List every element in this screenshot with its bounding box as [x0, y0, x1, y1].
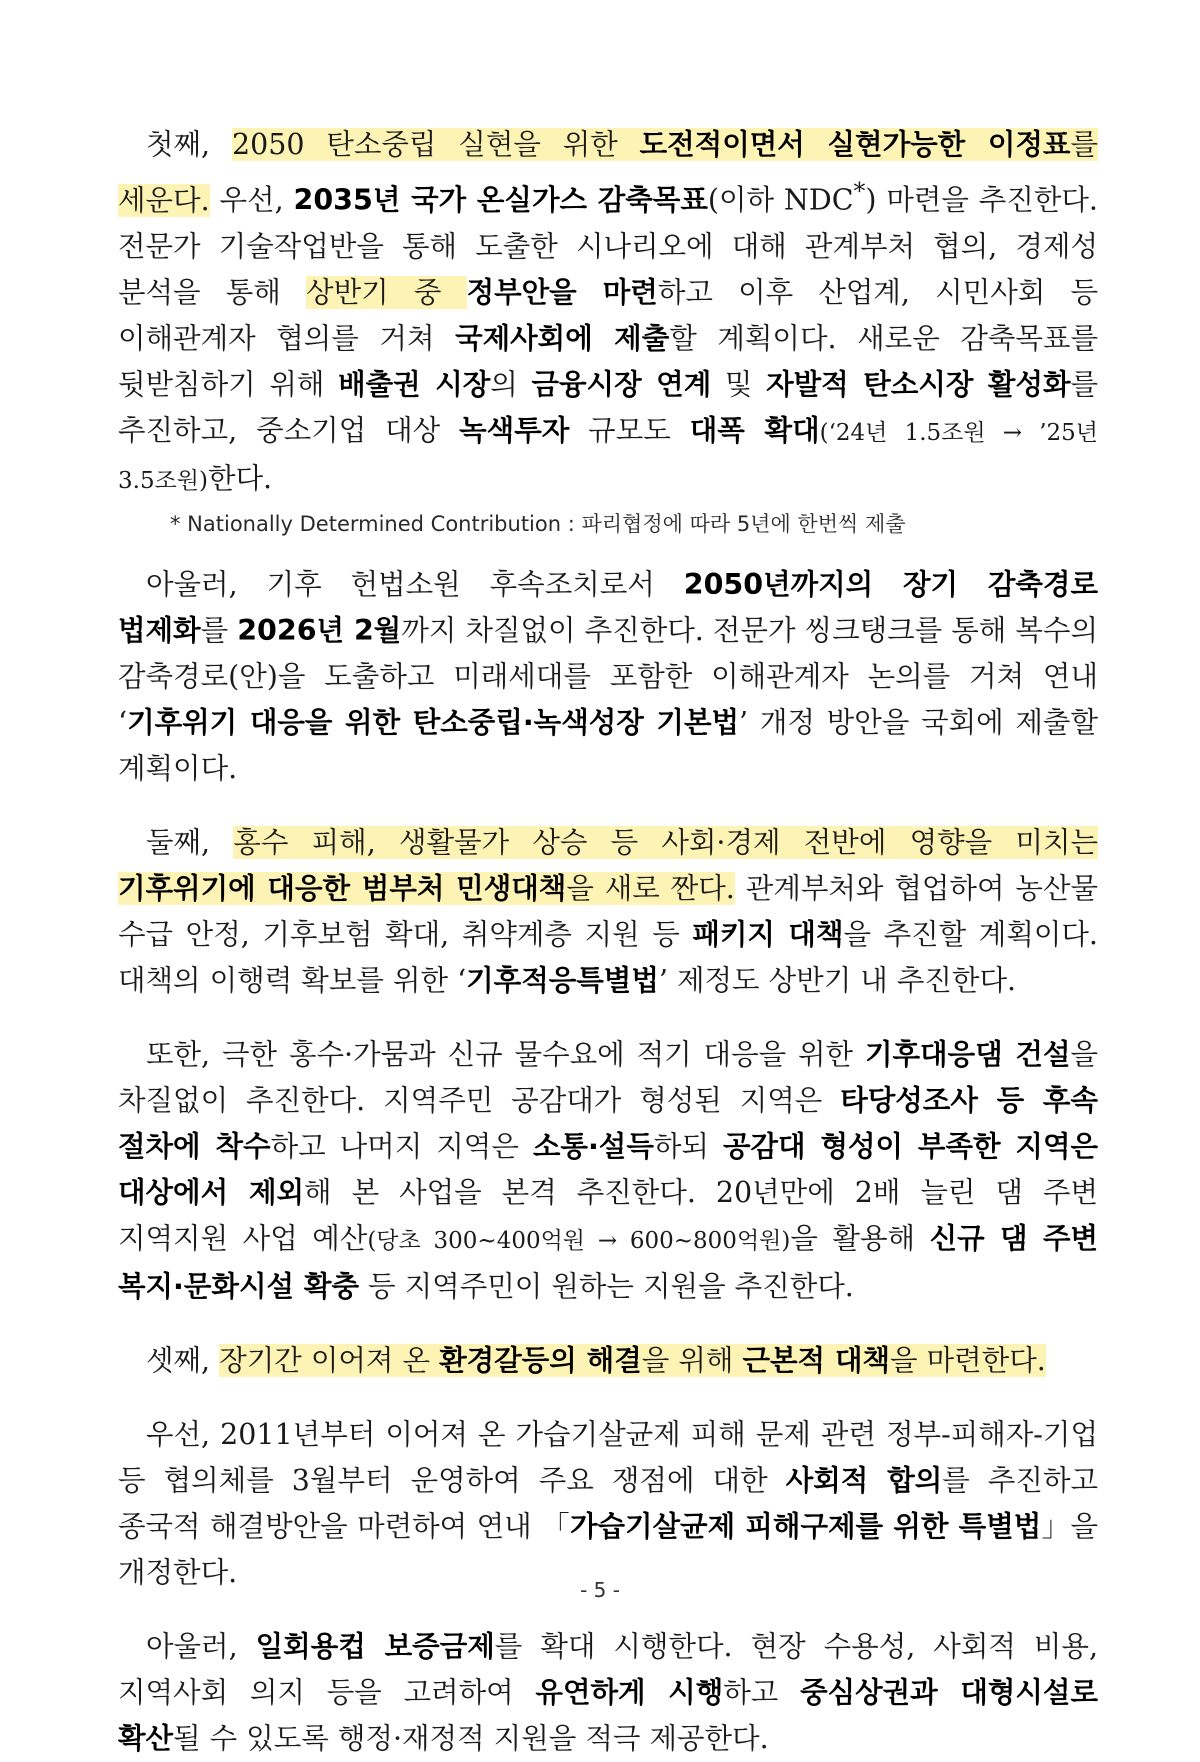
text-span: 하되 — [653, 1129, 723, 1163]
bold-text: 타당성조사 등 후속 절차에 착수 — [118, 1083, 1098, 1163]
bold-text: 대폭 확대 — [689, 413, 820, 447]
bold-text: 자발적 탄소시장 활성화 — [766, 367, 1071, 401]
bold-text: 기후적응특별법 — [466, 963, 659, 997]
text-span: 등 지역주민이 원하는 지원을 추진한다. — [359, 1269, 854, 1303]
text-span: 을 차질없이 추진한다. 지역주민 공감대가 형성된 지역은 — [118, 1037, 1099, 1117]
text-span: ’ 제정도 상반기 내 추진한다. — [658, 963, 1017, 997]
text-span: ’ 개정 방안을 국회에 제출할 계획이다. — [118, 705, 1098, 785]
text-span: 될 수 있도록 행정·재정적 지원을 적극 제공한다. — [173, 1721, 769, 1755]
text-span: 할 계획이다. 새로운 감축목표를 뒷받침하기 위해 — [118, 321, 1098, 401]
text-span: 를 추진하고, 중소기업 대상 — [118, 367, 1099, 447]
paragraph-first-ndc — [118, 122, 1098, 504]
text-span: 장기간 이어져 온 — [219, 1343, 440, 1377]
text-span: 2050 탄소중립 실현을 위한 — [231, 128, 640, 161]
bold-text: 국제사회에 제출 — [455, 321, 670, 355]
text-span: 를 확대 시행한다. 현장 수용성, 사회적 비용, 지역사회 의지 등을 고려하여 — [118, 1629, 1099, 1709]
bold-text: 근본적 대책 — [742, 1343, 891, 1377]
paragraph-third-conflict — [118, 1338, 1098, 1384]
bold-text: 패키지 대책 — [692, 917, 844, 951]
bold-text: 녹색투자 — [459, 413, 570, 447]
bold-text: 도전적이면서 실현가능한 이정표 — [639, 128, 1071, 161]
bold-text: 공감대 형성이 부족한 지역은 대상에서 제외 — [118, 1129, 1099, 1209]
text-span: 을 추진할 계획이다. 대책의 이행력 확보를 위한 ‘ — [118, 917, 1098, 997]
text-span: 를 추진하고 종국적 해결방안을 마련하여 연내 「 — [118, 1463, 1099, 1543]
bold-text: 일회용컵 보증금제 — [255, 1629, 495, 1663]
bold-text: 금융시장 연계 — [531, 367, 712, 401]
paragraph-climate-dam — [118, 1032, 1098, 1310]
text-span: 우선, — [209, 183, 294, 217]
text-span: (이하 NDC — [707, 183, 854, 217]
text-span: 아울러, — [146, 1629, 256, 1663]
footnote: * Nationally Determined Contribution : 파리협정에 따라 5년에 한번씩 제출 — [170, 511, 906, 536]
bold-text: 환경갈등의 해결 — [439, 1343, 642, 1377]
paragraph-second-livelihood — [118, 820, 1098, 1004]
document-body — [118, 122, 1098, 1762]
paragraph-long-term-path — [118, 562, 1098, 792]
highlighted-text: 상반기 중 — [306, 275, 467, 309]
text-span: 셋째, — [146, 1343, 220, 1377]
text-span: 홍수 피해, 생활물가 상승 등 사회·경제 전반에 영향을 미치는 — [233, 825, 1099, 859]
bold-text: 사회적 합의 — [785, 1463, 943, 1497]
footnote-marker: * — [853, 177, 866, 205]
bold-text: 유연하게 시행 — [535, 1675, 724, 1709]
bold-text: 기후대응댐 건설 — [865, 1037, 1071, 1071]
bold-text: 가습기살균제 피해구제를 위한 특별법 — [569, 1509, 1042, 1543]
text-span: 하고 나머지 지역은 — [270, 1129, 533, 1163]
text-span: 를 세운다. — [118, 128, 1098, 217]
text-span: 을 마련한다. — [890, 1343, 1046, 1377]
bold-text: 2035년 국가 온실가스 감축목표 — [293, 183, 708, 217]
text-span: 또한, 극한 홍수·가뭄과 신규 물수요에 적기 대응을 위한 — [146, 1037, 865, 1071]
text-span: 관계부처와 협업하여 농산물 수급 안정, 기후보험 확대, 취약계층 지원 등 — [118, 871, 1098, 951]
text-span: 의 — [490, 367, 532, 401]
text-span: 둘째, — [146, 825, 234, 859]
text-span: 규모도 — [569, 413, 690, 447]
text-span: 을 새로 짠다. — [566, 871, 735, 905]
bold-text: 기후위기에 대응한 범부처 민생대책 — [118, 871, 567, 905]
bold-text: 배출권 시장 — [338, 367, 491, 401]
page-number: - 5 - — [580, 1578, 620, 1602]
paragraph-cup-deposit — [118, 1624, 1098, 1762]
text-span: 하고 — [723, 1675, 801, 1709]
bold-text: 소통·설득 — [532, 1129, 654, 1163]
highlighted-text — [219, 1344, 1046, 1377]
text-span: ) 마련을 추진한다. 전문가 기술작업반을 통해 도출한 시나리오에 대해 관계부처 협의, 경제성 분석을 통해 — [118, 183, 1098, 309]
text-span: 해 본 사업을 본격 추진한다. 20년만에 2배 늘린 댐 주변 지역지원 사업 예산 — [118, 1175, 1098, 1255]
bold-text: 정부안을 마련 — [466, 275, 658, 309]
text-span: 한다. — [208, 461, 273, 495]
text-span: 을 위해 — [641, 1343, 743, 1377]
small-text: (당초 300~400억원 → 600~800억원) — [367, 1227, 791, 1254]
text-span: 하고 이후 산업계, 시민사회 등 이해관계자 협의를 거쳐 — [118, 275, 1099, 355]
text-span: 및 — [711, 367, 767, 401]
text-span: 첫째, — [146, 128, 232, 161]
text-span: 를 — [200, 613, 238, 647]
bold-text: 신규 댐 주변 복지·문화시설 확충 — [118, 1221, 1099, 1303]
bold-text: 2050년까지의 장기 감축경로 법제화 — [118, 567, 1098, 647]
text-span: 」을 개정한다. — [118, 1509, 1098, 1589]
bold-text: 중심상권과 대형시설로 확산 — [118, 1675, 1098, 1755]
text-span: 까지 차질없이 추진한다. 전문가 씽크탱크를 통해 복수의 감축경로(안)을 도출하고 미래세대를 포함한 이해관계자 논의를 거쳐 연내 ‘ — [118, 613, 1098, 739]
text-span: 우선, 2011년부터 이어져 온 가습기살균제 피해 문제 관련 정부-피해자-기업 등 협의체를 3월부터 운영하여 주요 쟁점에 대한 — [118, 1417, 1098, 1497]
text-span: 을 활용해 — [790, 1221, 930, 1255]
paragraph-humidifier — [118, 1412, 1098, 1596]
bold-text: 2026년 2월 — [237, 613, 402, 647]
text-span: 아울러, 기후 헌법소원 후속조치로서 — [146, 567, 684, 601]
small-text: (‘24년 1.5조원 → ’25년 3.5조원) — [118, 419, 1098, 494]
bold-text: 기후위기 대응을 위한 탄소중립·녹색성장 기본법 — [127, 705, 740, 739]
